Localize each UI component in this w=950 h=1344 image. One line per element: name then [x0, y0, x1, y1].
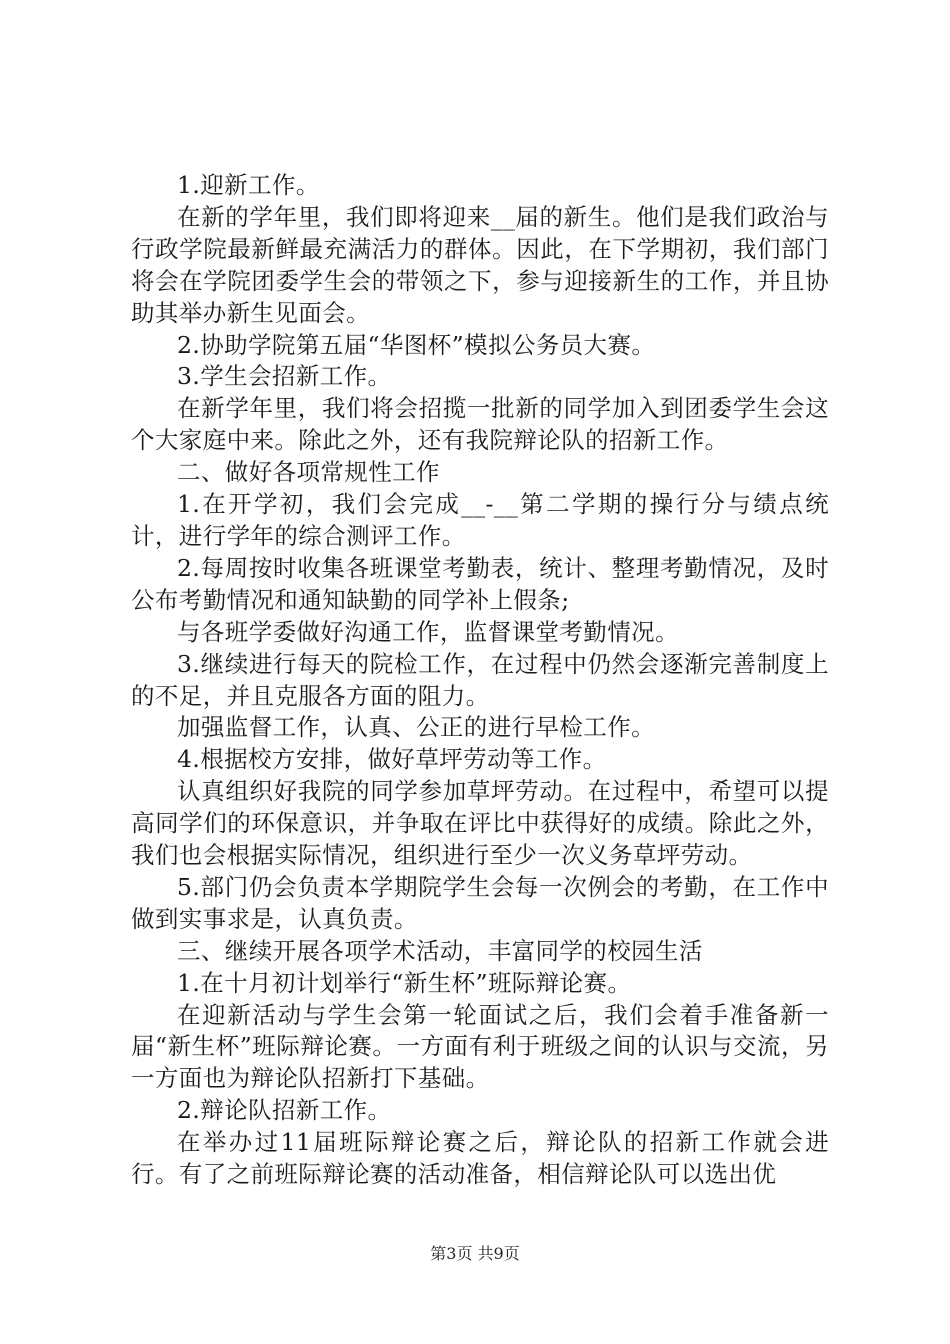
list-item-civil-servant-contest: 2.协助学院第五届“华图杯”模拟公务员大赛。	[177, 330, 656, 359]
list-item-meeting-attendance: 5.部门仍会负责本学期院学生会每一次例会的考勤，在工作中做到实事求是，认真负责。	[131, 872, 829, 933]
list-item-daily-inspection: 3.继续进行每天的院检工作，在过程中仍然会逐渐完善制度上的不足，并且克服各方面的阻力。	[131, 649, 829, 710]
list-item-attendance: 2.每周按时收集各班课堂考勤表，统计、整理考勤情况，及时公布考勤情况和通知缺勤的同学补上假条;	[131, 553, 829, 614]
paragraph-debate-team-detail: 在举办过11届班际辩论赛之后，辩论队的招新工作就会进行。有了之前班际辩论赛的活动准备，相信辩论队可以选出优	[131, 1128, 829, 1189]
document-body	[131, 170, 829, 1191]
paragraph-welcome-detail: 在新的学年里，我们即将迎来__届的新生。他们是我们政治与行政学院最新鲜最充满活力的群体。因此，在下学期初，我们部门将会在学院团委学生会的带领之下，参与迎接新生的工作，并且协助其举办新生见面会。	[131, 202, 829, 327]
list-item-student-union-recruit: 3.学生会招新工作。	[177, 362, 392, 391]
paragraph-attendance-detail: 与各班学委做好沟通工作，监督课堂考勤情况。	[177, 617, 679, 646]
list-item-debate-contest: 1.在十月初计划举行“新生杯”班际辩论赛。	[177, 968, 632, 997]
paragraph-inspection-detail: 加强监督工作，认真、公正的进行早检工作。	[177, 713, 655, 742]
list-item-welcome-work: 1.迎新工作。	[177, 171, 320, 199]
page-number-footer: 第3页 共9页	[430, 1244, 520, 1263]
paragraph-lawn-detail: 认真组织好我院的同学参加草坪劳动。在过程中，希望可以提高同学们的环保意识，并争取在评比中获得好的成绩。除此之外，我们也会根据实际情况，组织进行至少一次义务草坪劳动。	[131, 777, 829, 870]
paragraph-recruit-detail: 在新学年里，我们将会招揽一批新的同学加入到团委学生会这个大家庭中来。除此之外，还有我院辩论队的招新工作。	[131, 394, 829, 455]
section-heading-academic-activities: 三、继续开展各项学术活动，丰富同学的校园生活	[177, 936, 703, 965]
list-item-debate-team-recruit: 2.辩论队招新工作。	[177, 1096, 392, 1125]
list-item-lawn-labor: 4.根据校方安排，做好草坪劳动等工作。	[177, 745, 607, 774]
section-heading-routine-work: 二、做好各项常规性工作	[177, 458, 440, 487]
paragraph-debate-detail: 在迎新活动与学生会第一轮面试之后，我们会着手准备新一届“新生杯”班际辩论赛。一方面有利于班级之间的认识与交流，另一方面也为辩论队招新打下基础。	[131, 1000, 829, 1093]
list-item-grade-statistics: 1.在开学初，我们会完成__-__第二学期的操行分与绩点统计，进行学年的综合测评工作。	[131, 490, 829, 550]
